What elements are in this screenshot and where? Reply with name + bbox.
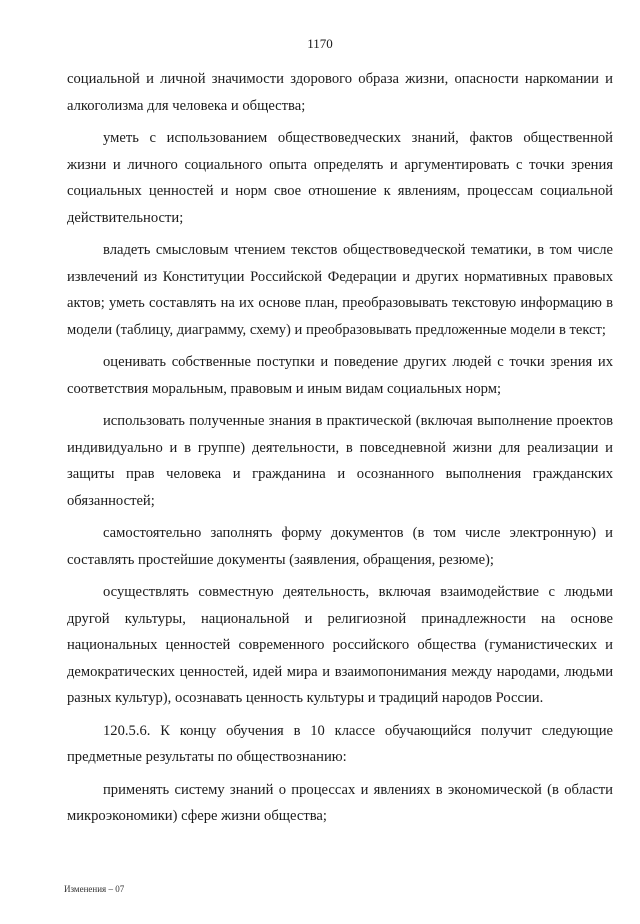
page-number: 1170 xyxy=(307,36,333,51)
paragraph-3: владеть смысловым чтением текстов обществоведческой тематики, в том числе извлечений из Конституции Российской Федерации и других нормативных правовых актов; уметь составлять на их основе план, преобразовывать текстовую информацию в модели (таблицу, диаграмму, схему) и преобразовывать предложенные модели в текст; xyxy=(67,242,613,338)
paragraph-8: 120.5.6. К концу обучения в 10 классе обучающийся получит следующие предметные результаты по обществознанию: xyxy=(67,722,613,765)
paragraph-7: осуществлять совместную деятельность, включая взаимодействие с людьми другой культуры, национальной и религиозной принадлежности на основе национальных ценностей современного российского общества (гуманистических и демократических ценностей, идей мира и взаимопонимания между народами, людьми разных культур), осознавать ценность культуры и традиций народов России. xyxy=(67,584,613,706)
footer-revision-note: Изменения – 07 xyxy=(64,884,125,894)
paragraph-5: использовать полученные знания в практической (включая выполнение проектов индивидуально и в группе) деятельности, в повседневной жизни для реализации и защиты прав человека и гражданина и осознанного выполнения гражданских обязанностей; xyxy=(67,413,613,509)
paragraph-9: применять систему знаний о процессах и явлениях в экономической (в области микроэкономики) сфере жизни общества; xyxy=(67,781,613,824)
paragraph-4: оценивать собственные поступки и поведение других людей с точки зрения их соответствия моральным, правовым и иным видам социальных норм; xyxy=(67,354,613,397)
paragraph-2: уметь с использованием обществоведческих знаний, фактов общественной жизни и личного социального опыта определять и аргументировать с точки зрения социальных ценностей и норм свое отношение к явлениям, процессам социальной действительности; xyxy=(67,130,613,226)
paragraph-6: самостоятельно заполнять форму документов (в том числе электронную) и составлять простейшие документы (заявления, обращения, резюме); xyxy=(67,525,613,568)
document-body xyxy=(67,66,613,836)
paragraph-1: социальной и личной значимости здорового образа жизни, опасности наркомании и алкоголизма для человека и общества; xyxy=(67,71,613,114)
